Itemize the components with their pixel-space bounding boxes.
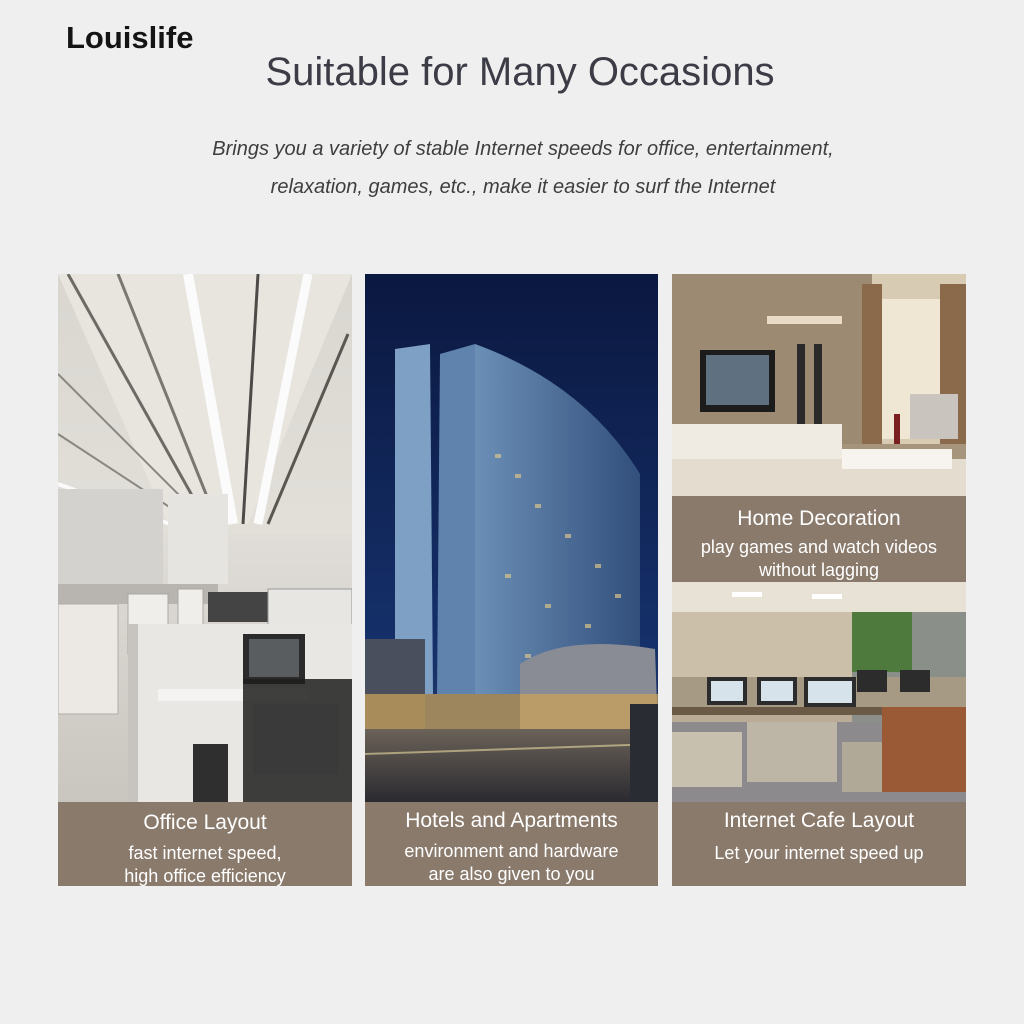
brand-logo-text: Louislife	[66, 20, 194, 55]
home-caption-desc: play games and watch videos without lagging	[700, 537, 938, 580]
hotel-caption-desc: environment and hardware are also given to you	[404, 841, 619, 884]
cafe-caption-title: Internet Cafe Layout	[723, 809, 915, 832]
hotel-caption-title: Hotels and Apartments	[405, 809, 618, 832]
home-caption	[672, 496, 966, 582]
home-caption-title: Home Decoration	[737, 507, 901, 530]
subtitle-line-2: relaxation, games, etc., make it easier to surf the Internet	[270, 176, 776, 198]
living-room-photo	[672, 274, 966, 496]
hotel-photo	[365, 274, 658, 802]
page-title: Suitable for Many Occasions	[265, 50, 775, 94]
cafe-caption	[672, 802, 966, 886]
hotel-caption	[365, 802, 658, 886]
office-photo	[58, 274, 352, 802]
office-caption-title: Office Layout	[143, 811, 267, 834]
subtitle-line-1: Brings you a variety of stable Internet speeds for office, entertainment,	[212, 138, 834, 160]
office-caption	[58, 802, 352, 886]
office-caption-desc: fast internet speed, high office efficiency	[124, 843, 286, 886]
internet-cafe-photo	[672, 582, 966, 802]
cafe-caption-desc: Let your internet speed up	[714, 843, 924, 863]
page-subtitle	[0, 130, 1024, 206]
